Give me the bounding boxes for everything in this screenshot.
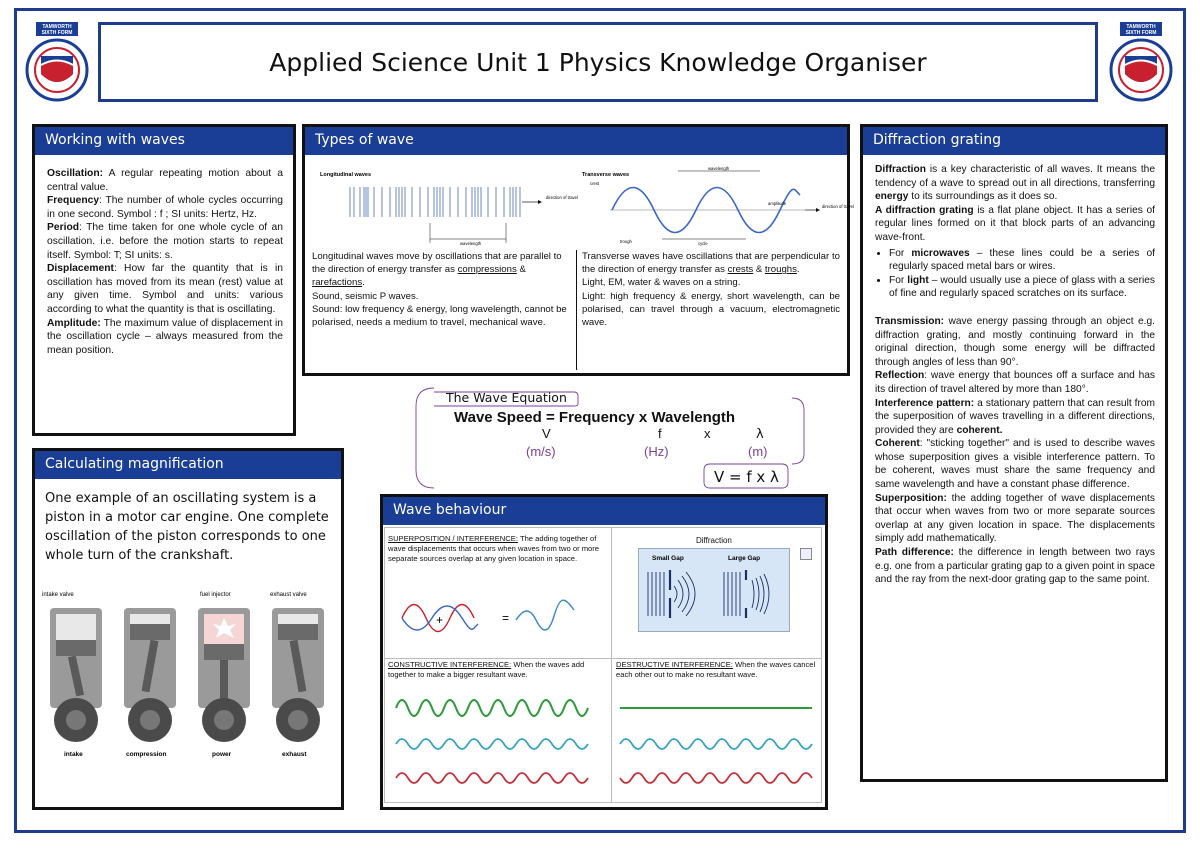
diffraction-title: Diffraction (696, 536, 732, 545)
longitudinal-description: Longitudinal waves move by oscillations that are parallel to the direction of energy transfer as compressions & rarefactions. Sound, seismic P waves. Sound: low frequency & energy, long wavelength, cannot be polarised, needs a medium to travel, mechanical wave. (312, 251, 567, 329)
superposition-wave-diagram (398, 590, 578, 640)
large-gap-label: Large Gap (728, 555, 761, 562)
symbol-v: V (542, 426, 551, 441)
image-layout-icon[interactable] (800, 548, 812, 560)
list-item: • For light – would usually use a piece of glass with a series of fine and regularly spaced scratches on its surface. (889, 274, 1155, 301)
unit-f: (Hz) (644, 444, 669, 459)
trough-label: trough (620, 239, 632, 244)
wave-types-diagram (310, 165, 854, 250)
constructive-interference-diagram (388, 688, 604, 796)
direction-of-travel-label: direction of travel (546, 195, 578, 200)
longitudinal-waves-label: Longitudinal waves (320, 172, 372, 178)
types-divider (576, 250, 577, 370)
panel-heading: Wave behaviour (383, 497, 825, 525)
engine-cylinder-2 (124, 608, 176, 742)
equals-sign: = (502, 611, 510, 625)
exhaust-label: exhaust (282, 751, 307, 758)
wavelength-label: wavelength (460, 241, 482, 246)
small-gap-label: Small Gap (652, 555, 684, 562)
svg-text:TAMWORTH: TAMWORTH (42, 24, 72, 30)
fuel-injector-label: fuel injector (200, 592, 231, 598)
symbol-lambda: λ (756, 427, 764, 442)
engine-cylinder-4 (272, 608, 324, 742)
diffraction-grating-panel (860, 124, 1168, 782)
amplitude-label: amplitude (768, 201, 787, 206)
coherent-definition: Coherent: "sticking together" and is used to describe waves whose superposition gives a visible interference pattern. To be coherent, waves must share the same frequency and same wavelength and have a constant phase difference. (875, 438, 1155, 491)
panel-heading: Calculating magnification (35, 451, 341, 479)
path-difference-definition: Path difference: the difference in length between two rays e.g. one from a particular grating gap to a given point in space and the ray from the next-door grating gap to the same point. (875, 547, 1155, 586)
equation-label: The Wave Equation (446, 390, 567, 405)
symbol-x: x (704, 426, 711, 441)
definition-displacement: Displacement: How far the quantity that is in oscillation has moved from its mean (rest) value at any given time. Symbol and units: various according to what the quantity is that is oscillating. (47, 263, 283, 315)
grating-definition: A diffraction grating is a flat plane object. It has a series of regular lines formed on it that block parts of an advancing wave-front. (875, 204, 1155, 243)
definition-amplitude: Amplitude: The maximum value of displacement in the oscillation cycle – always measured from the mean position. (47, 317, 283, 356)
magnification-text: One example of an oscillating system is a piston in a motor car engine. One complete oscillation of the piston corresponds to one whole turn of the crankshaft. (45, 491, 329, 563)
engine-strokes-diagram (38, 588, 338, 760)
equation-main: Wave Speed = Frequency x Wavelength (454, 409, 736, 426)
destructive-text: DESTRUCTIVE INTERFERENCE: When the waves cancel each other out to make no resultant wave. (616, 660, 816, 679)
definition-frequency: Frequency: The number of whole cycles occurring in one second. Symbol : f ; SI units: Hertz, Hz. (47, 195, 283, 220)
superposition-definition: Superposition: the adding together of wave displacements that occur when waves from two or more separate sources overlap at any given location in space. The displacements simply add mathematically. (875, 492, 1155, 545)
symbol-f: f (658, 426, 662, 441)
unit-lambda: (m) (748, 444, 768, 459)
exhaust-valve-label: exhaust valve (270, 592, 307, 598)
unit-v: (m/s) (526, 444, 556, 459)
definition-period: Period: The time taken for one whole cycle of an oscillation. i.e. before the motion starts to repeat itself. Symbol: T; SI units: s. (47, 222, 283, 261)
list-item: • For microwaves – these lines could be a series of regularly spaced metal bars or wires. (889, 247, 1155, 274)
diffraction-gap-diagram (640, 550, 790, 630)
working-with-waves-body (35, 155, 293, 363)
diffraction-body (863, 155, 1165, 593)
longitudinal-wave-drawing (350, 187, 520, 217)
transverse-description: Transverse waves have oscillations that are perpendicular to the direction of energy transfer as crests & troughs. Light, EM, water & waves on a string. Light: high frequency & energy, short wavelength, can be polarised, can travel through a vacuum, electromagnetic wave. (582, 251, 840, 329)
crest-label: crest (590, 181, 600, 186)
title-banner (98, 22, 1098, 102)
reflection-definition: Reflection: wave energy that bounces off a surface and has its direction of travel altered by more than 180°. (875, 370, 1155, 395)
constructive-text: CONSTRUCTIVE INTERFERENCE: When the waves add together to make a bigger resultant wave. (388, 660, 585, 679)
transverse-waves-label: Transverse waves (582, 172, 630, 178)
panel-heading: Working with waves (35, 127, 293, 155)
working-with-waves-panel (32, 124, 296, 436)
intake-label: intake (64, 751, 83, 758)
wave-equation (412, 384, 808, 496)
compression-label: compression (126, 751, 167, 758)
panel-heading: Types of wave (305, 127, 847, 155)
cycle-label: cycle (698, 241, 708, 246)
interference-definition: Interference pattern: a stationary pattern that can result from the superposition of waves travelling in a different directions, provided they are coherent. (875, 397, 1155, 436)
diffraction-definition: Diffraction is a key characteristic of all waves. It means the tendency of a wave to spread out in all directions, transferring energy to its surroundings as it does so. (875, 164, 1155, 203)
superposition-text: SUPERPOSITION / INTERFERENCE: The adding together of wave displacements that occurs when waves from two or more separate sources overlap at any given location in space. (388, 534, 600, 563)
power-label: power (212, 751, 232, 758)
transmission-definition: Transmission: wave energy passing through an object e.g. diffraction grating, and mostly continuing forward in the original direction, though some energy will be diffracted through angles of less than 90°. (875, 315, 1155, 368)
direction-of-travel-label-transverse: direction of travel (822, 204, 854, 209)
equation-formula: V = f x λ (714, 468, 779, 486)
engine-cylinder-3 (198, 608, 250, 742)
panel-heading: Diffraction grating (863, 127, 1165, 155)
wavelength-label-transverse: wavelength (708, 166, 730, 171)
svg-text:TAMWORTH: TAMWORTH (1126, 24, 1156, 30)
destructive-interference-diagram (612, 688, 820, 796)
school-crest-logo-right (1106, 20, 1176, 106)
intake-valve-label: intake valve (42, 592, 74, 598)
definition-oscillation: Oscillation: A regular repeating motion about a central value. (47, 168, 283, 193)
svg-text:SIXTH FORM: SIXTH FORM (1125, 30, 1157, 36)
engine-cylinder-1 (50, 608, 102, 742)
page-title: Applied Science Unit 1 Physics Knowledge Organiser (269, 47, 927, 77)
svg-text:SIXTH FORM: SIXTH FORM (41, 30, 73, 36)
grating-examples-list (875, 247, 1155, 301)
school-crest-logo-left (22, 20, 92, 106)
plus-sign: + (436, 613, 444, 627)
